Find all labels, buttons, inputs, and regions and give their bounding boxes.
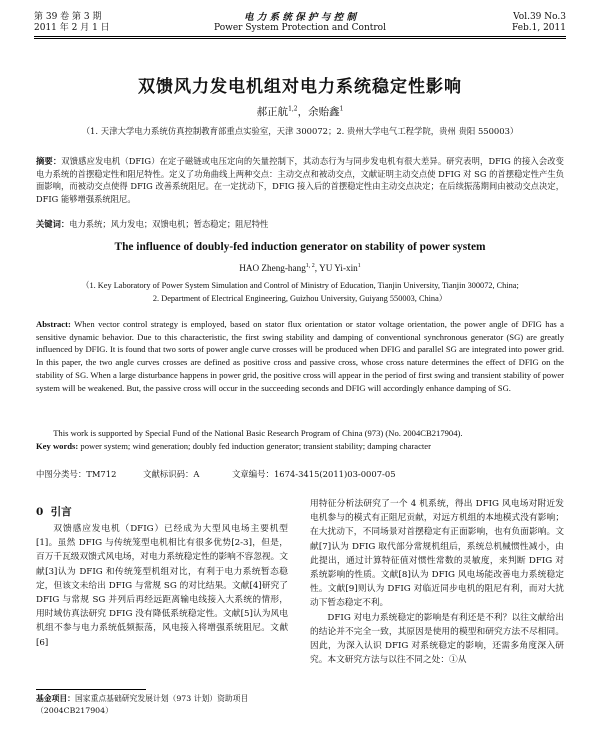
section-title: 引言 bbox=[50, 506, 72, 518]
section-number: 0 bbox=[36, 506, 44, 518]
authors-en bbox=[0, 263, 600, 273]
keywords-en bbox=[36, 440, 564, 453]
article-no-label: 文章编号： bbox=[232, 469, 274, 479]
author-cn-2-sup: 1 bbox=[339, 105, 344, 113]
intro-paragraph-1: 双馈感应发电机（DFIG）已经成为大型风电场主要机型[1]。虽然 DFIG 与传统笼型电机相比有很多优势[2-3]，但是，百万千瓦级双馈式风电场，对电力系统稳定性的影响不容忽视。文献[3]认为 DFIG 和传统笼型机组对比，有利于电力系统暂态稳定，但该文未给出 DFIG 与常规 SG 的对比结果。文献[4]研究了 DFIG 与常规 SG 并列后再经远距离输电线接入大系统的情形，用时域仿真法研究 DFIG 没有降低系统稳定性。文献[5]认为风电机组不参与电力系统低频振荡，风电接入将增强系统阻尼。文献[6] bbox=[36, 524, 288, 648]
keywords-en-text: power system; wind generation; doubly fed induction generator; transient stability; damping character bbox=[80, 441, 431, 451]
author-en-1: HAO Zheng-hang bbox=[239, 263, 306, 273]
footnote-label: 基金项目： bbox=[36, 694, 75, 703]
abstract-en-label: Abstract: bbox=[36, 319, 71, 329]
footnote-rule bbox=[36, 689, 146, 690]
author-en-2: YU Yi-xin bbox=[319, 263, 358, 273]
doc-code-value: A bbox=[193, 469, 200, 479]
right-column bbox=[310, 497, 564, 667]
abstract-cn-text: 双馈感应发电机（DFIG）在定子磁链或电压定向的矢量控制下，其动态行为与同步发电机有很大差异。研究表明，DFIG 的接入会改变电力系统的首摆稳定性和阻尼特性。定义了功角曲线上两种交点：主动交点和被动交点，文献证明主动交点使 DFIG 对 SG 的首摆稳定性产生负面影响，而被动交点使得 DFIG 改善系统阻尼。在一定扰动下，DFIG 接入后的首摆稳定性由主动交点决定；在后续振荡期间由被动交点决定，DFIG 能够增强系统阻尼。 bbox=[36, 156, 564, 204]
abstract-cn-label: 摘要： bbox=[36, 156, 62, 166]
footnote-text: 国家重点基础研究发展计划（973 计划）资助项目（2004CB217904） bbox=[36, 694, 249, 715]
header-rule-bottom bbox=[34, 38, 566, 39]
support-en: This work is supported by Special Fund of the National Basic Research Program of China (973) (No. 2004CB217904). bbox=[53, 428, 463, 438]
authors-cn bbox=[0, 104, 600, 119]
clc-value: TM712 bbox=[86, 469, 117, 479]
abstract-cn bbox=[36, 155, 564, 205]
keywords-cn-label: 关键词： bbox=[36, 219, 70, 229]
affiliation-en-1: （1. Key Laboratory of Power System Simulation and Control of Ministry of Education, Tianjin University, Tianjin 300072, China; bbox=[81, 281, 519, 290]
header-date-en: Feb.1, 2011 bbox=[511, 23, 566, 33]
author-en-2-sup: 1 bbox=[357, 262, 361, 269]
author-cn-2: 余贻鑫 bbox=[308, 106, 340, 118]
keywords-en-label: Key words: bbox=[36, 441, 79, 451]
header-volume-cn: 第 39 卷 第 3 期 bbox=[34, 12, 102, 22]
abstract-en-text: When vector control strategy is employed, based on stator flux orientation or stator voltage orientation, the power angle of DFIG has a sensitive dynamic behavior. Due to this characteristic, the first swing stability and damping of conventional synchronous generator (SG) are greatly influenced by DFIG. It is found that two sorts of power angle curve crosses will be produced when DFIG and parallel SG are integrated into power grid. In this paper, the two angle curves crosses are defined as positive cross and passive cross, whose cross nature determines the effect of DFIG on the stability of SG. When a large disturbance happens in power grid, the positive cross will appear in the period of first swing and transient stability of power system will be weakened. But, the passive cross will occur in the succeeding seconds and DFIG will accordingly enhance damping of SG. bbox=[36, 319, 564, 393]
author-cn-1-sup: 1,2 bbox=[288, 105, 298, 113]
keywords-cn bbox=[36, 218, 564, 231]
header-date-cn: 2011 年 2 月 1 日 bbox=[34, 23, 110, 33]
paper-title-cn: 双馈风力发电机组对电力系统稳定性影响 bbox=[138, 77, 462, 97]
header-journal-en: Power System Protection and Control bbox=[214, 23, 386, 33]
doc-code-label: 文献标识码： bbox=[143, 469, 194, 479]
footnote bbox=[36, 693, 288, 716]
author-cn-sep: ， bbox=[297, 106, 309, 118]
header-volume-en: Vol.39 No.3 bbox=[513, 12, 566, 22]
meta-line bbox=[36, 468, 564, 480]
affiliation-cn: （1. 天津大学电力系统仿真控制教育部重点实验室，天津 300072；2. 贵州大学电气工程学院，贵州 贵阳 550003） bbox=[81, 126, 519, 136]
intro-paragraph-3: DFIG 对电力系统稳定的影响是有利还是不利？以往文献给出的结论并不完全一致，其原因是使用的模型和研究方法不尽相同。因此，为深入认识 DFIG 对系统稳定的影响，还需多角度深入研究。本文研究方法与以往不同之处：①从 bbox=[310, 612, 564, 666]
article-no-value: 1674-3415(2011)03-0007-05 bbox=[273, 469, 396, 479]
header-journal-cn: 电 力 系 统 保 护 与 控 制 bbox=[244, 12, 356, 23]
abstract-en bbox=[36, 318, 564, 394]
affiliation-en-2: 2. Department of Electrical Engineering, Guizhou University, Guiyang 550003, China） bbox=[152, 294, 448, 303]
section-heading bbox=[36, 504, 72, 519]
left-column bbox=[36, 522, 288, 650]
author-en-1-sup: 1, 2 bbox=[305, 262, 315, 269]
intro-paragraph-2: 用特征分析法研究了一个 4 机系统，得出 DFIG 风电场对附近发电机参与的模式有正阻尼贡献，对远方机组的本地模式没有影响；在大扰动下，不同场景对首摆稳定有正面影响，也有负面影响。文献[7]认为 DFIG 取代部分常规机组后，系统总机械惯性减小，由此提出，通过计算特征值对惯性常数的灵敏度，来判断 DFIG 对系统影响的性质。文献[8]认为 DFIG 风电场能改善电力系统稳定性。文献[9]则认为 DFIG 对临近同步电机的阻尼有利，而对大扰动下暂态稳定不利。 bbox=[310, 499, 564, 609]
author-cn-1: 郝正航 bbox=[256, 106, 289, 118]
paper-title-en: The influence of doubly-fed induction generator on stability of power system bbox=[114, 241, 486, 253]
clc-label: 中图分类号： bbox=[36, 469, 87, 479]
keywords-cn-text: 电力系统；风力发电；双馈电机；暂态稳定；阻尼特性 bbox=[69, 219, 269, 229]
header-rule-top bbox=[34, 36, 566, 37]
author-en-sep: , bbox=[314, 263, 320, 273]
